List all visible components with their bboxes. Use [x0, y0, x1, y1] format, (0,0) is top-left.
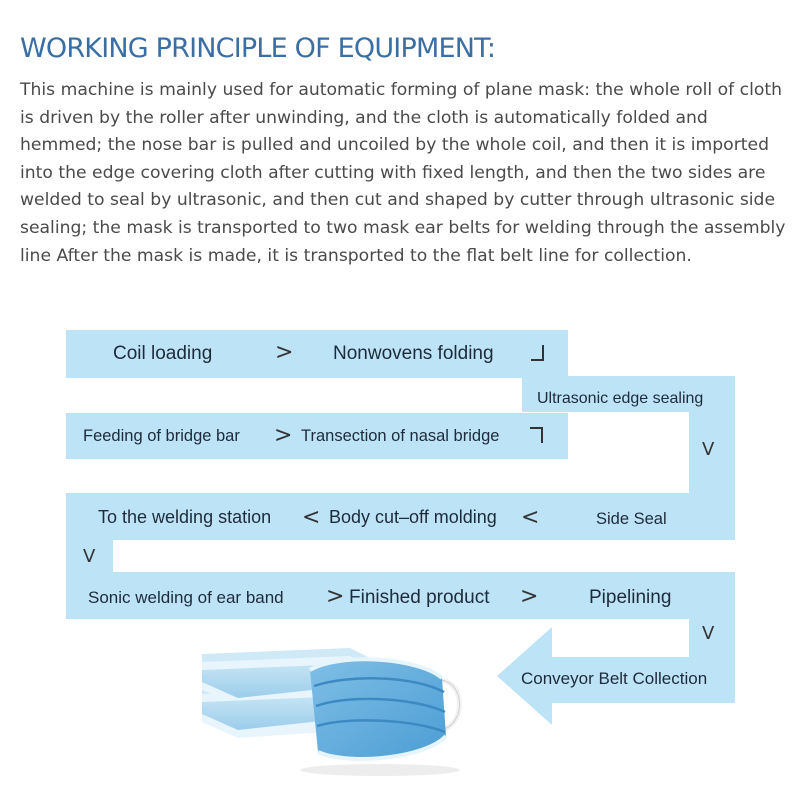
- page-title: WORKING PRINCIPLE OF EQUIPMENT:: [20, 33, 496, 64]
- step-feeding-bridge-bar: Feeding of bridge bar: [83, 427, 240, 445]
- turn-down-icon: [531, 345, 544, 361]
- arrow-right-icon: >: [274, 423, 293, 448]
- description-paragraph: This machine is mainly used for automatic forming of plane mask: the whole roll of cloth is driven by the roller after unwinding, and the cloth is automatically folded and hemmed; the nose bar is pulled and uncoiled by the whole coil, and then it is imported into the edge covering cloth after cutting with fixed length, and then the two sides are welded to seal by ultrasonic, and then cut and shaped by cutter through ultrasonic side sealing; the mask is transported to two mask ear belts for welding through the assembly line After the mask is made, it is transported to the flat belt line for collection.: [20, 80, 786, 266]
- step-coil-loading: Coil loading: [113, 343, 213, 364]
- step-finished-product: Finished product: [349, 587, 490, 608]
- mask-front: [300, 659, 460, 776]
- step-side-seal: Side Seal: [596, 510, 667, 528]
- step-body-cutoff-molding: Body cut–off molding: [329, 507, 497, 527]
- arrow-right-icon: >: [326, 584, 345, 609]
- arrow-left-icon: <: [521, 505, 540, 530]
- arrow-down-icon: V: [702, 439, 715, 460]
- arrow-right-icon: >: [520, 584, 539, 609]
- step-nonwovens-folding: Nonwovens folding: [333, 343, 494, 364]
- turn-up-icon: [530, 427, 543, 443]
- arrow-left-icon: <: [302, 505, 321, 530]
- surgical-mask-stack-illustration: [190, 640, 470, 780]
- arrow-down-icon: V: [83, 546, 96, 567]
- step-ultrasonic-edge-sealing: Ultrasonic edge sealing: [537, 390, 704, 407]
- arrow-right-icon: >: [275, 340, 294, 365]
- step-welding-station: To the welding station: [98, 507, 272, 527]
- step-pipelining: Pipelining: [589, 587, 672, 608]
- step-transection-nasal-bridge: Transection of nasal bridge: [301, 427, 500, 445]
- arrow-down-icon: V: [702, 623, 715, 644]
- step-conveyor-belt-collection: Conveyor Belt Collection: [521, 669, 708, 688]
- step-sonic-welding-ear-band: Sonic welding of ear band: [88, 588, 284, 607]
